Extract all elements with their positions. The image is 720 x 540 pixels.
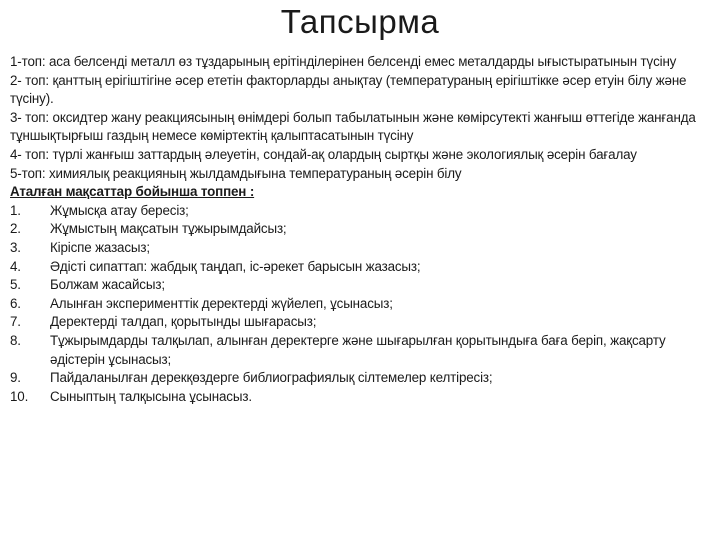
list-item xyxy=(10,369,710,388)
step-number: 6. xyxy=(10,295,21,311)
list-item xyxy=(10,202,710,221)
step-number: 3. xyxy=(10,239,21,255)
group-task-3: 3- топ: оксидтер жану реакциясының өнімдері болып табылатынын және көмірсутекті жанғыш өттегіде жанғанда тұншықтырғыш газдың немесе көміртектің қалыптасатынын түсіну xyxy=(10,109,696,144)
step-text: Жұмысқа атау бересіз; xyxy=(50,202,189,218)
list-item xyxy=(10,295,710,314)
steps-list xyxy=(10,202,710,407)
step-number: 5. xyxy=(10,277,21,293)
step-text: Алынған эксперименттік деректерді жүйелеп, ұсынасыз; xyxy=(50,295,393,311)
group-task-1: 1-топ: аса белсенді металл өз тұздарының ерітінділерінен белсенді емес металдарды ығыстыратынын түсіну xyxy=(10,54,677,69)
step-number: 9. xyxy=(10,370,21,386)
step-text: Болжам жасайсыз; xyxy=(50,277,165,293)
slide-title: Тапсырма xyxy=(280,3,440,40)
step-number: 2. xyxy=(10,221,21,237)
step-text: Деректерді талдап, қорытынды шығарасыз; xyxy=(50,314,317,330)
step-text: Кіріспе жазасыз; xyxy=(50,239,150,255)
list-item xyxy=(10,258,710,277)
list-item xyxy=(10,332,710,369)
step-number: 7. xyxy=(10,314,21,330)
step-text: Сыныптың талқысына ұсынасыз. xyxy=(50,388,252,404)
list-item xyxy=(10,276,710,295)
step-text: Жұмыстың мақсатын тұжырымдайсыз; xyxy=(50,221,287,237)
step-text: Әдісті сипаттап: жабдық таңдап, іс-әрекет барысын жазасыз; xyxy=(50,258,421,274)
steps-heading: Аталған мақсаттар бойынша топпен : xyxy=(10,184,255,200)
step-number: 4. xyxy=(10,258,21,274)
list-item xyxy=(10,239,710,258)
list-item xyxy=(10,313,710,332)
list-item xyxy=(10,388,710,407)
step-text: Тұжырымдарды талқылап, алынған деректерге және шығарылған қорытындыға баға беріп, жақсарту әдістерін ұсынасыз; xyxy=(50,332,666,367)
step-number: 8. xyxy=(10,332,21,348)
group-task-4: 4- топ: түрлі жанғыш заттардың әлеуетін, сондай-ақ олардың сыртқы және экологиялық әсерін бағалау xyxy=(10,146,637,162)
list-item xyxy=(10,220,710,239)
group-task-2: 2- топ: қанттың ерігіштігіне әсер ететін факторларды анықтау (температураның ерігіштікке әсер етуін білу және түсіну). xyxy=(10,72,687,107)
step-number: 10. xyxy=(10,388,29,404)
step-number: 1. xyxy=(10,202,21,218)
group-task-5: 5-топ: химиялық реакцияның жылдамдығына температураның әсерін білу xyxy=(10,165,462,181)
slide-content xyxy=(10,53,710,406)
step-text: Пайдаланылған дерекқөздерге библиографиялық сілтемелер келтіресіз; xyxy=(50,370,493,386)
